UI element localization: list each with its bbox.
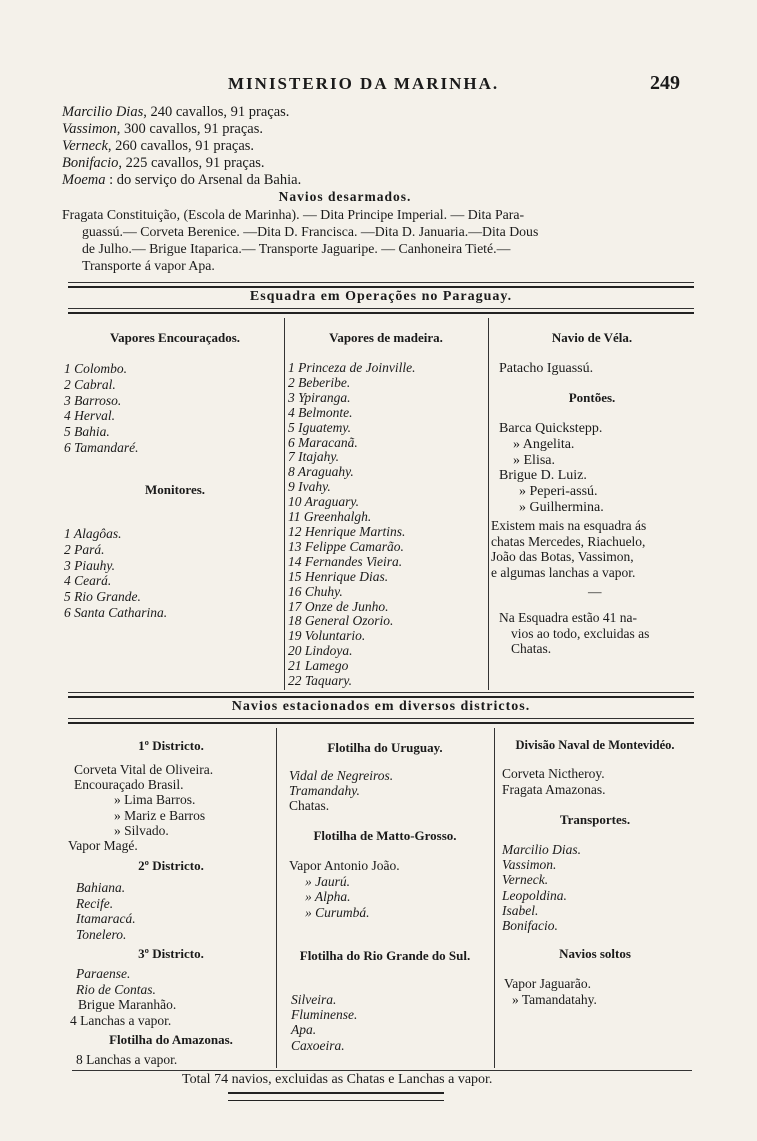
note: Existem mais na esquadra ás chatas Mercedes, Riachuelo, João das Botas, Vassimon, e algumas lanchas a vapor. <box>491 518 647 580</box>
list-item: » Peperi-assú. <box>519 484 598 500</box>
patacho-line: Patacho Iguassú. <box>499 361 594 376</box>
ship-line: Verneck, 260 cavallos, 91 praças. <box>62 138 255 154</box>
list-item: » Alpha. <box>305 889 351 905</box>
col-header: Flotilha de Matto-Grosso. <box>313 828 457 843</box>
page-header <box>0 74 757 98</box>
list-item: Itamaracá. <box>76 911 136 927</box>
desarmados-title: Navios desarmados. <box>278 189 412 204</box>
list-item: Corveta Nictheroy. <box>502 766 605 781</box>
ship-list <box>499 421 604 516</box>
col-header: 1º Districto. <box>138 738 204 753</box>
list-item: Silveira. <box>291 992 337 1007</box>
col-header: Pontões. <box>568 390 616 405</box>
list-item: 17 Onze de Junho. <box>288 598 389 614</box>
list-item: 18 General Ozorio. <box>288 613 394 629</box>
ship-list <box>502 842 581 933</box>
col-header: Flotilha do Uruguay. <box>327 740 443 755</box>
list-item: 21 Lamego <box>288 658 349 674</box>
ship-list <box>64 526 167 621</box>
list-item: 2 Beberibe. <box>288 374 351 390</box>
list-item: 8 Araguahy. <box>288 464 354 480</box>
column-divider <box>276 728 277 1068</box>
col-header: 2º Districto. <box>138 858 204 873</box>
list-item: Paraense. <box>76 966 131 981</box>
list-item: 19 Voluntario. <box>288 628 366 644</box>
list-item: 5 Rio Grande. <box>64 589 141 605</box>
list-item: Marcilio Dias. <box>502 842 581 857</box>
list-item: Vassimon. <box>502 857 557 873</box>
list-item: Bonifacio. <box>502 918 558 934</box>
list-item: Chatas. <box>289 798 330 813</box>
list-item: Bahiana. <box>76 880 126 895</box>
list-item: Tonelero. <box>76 926 127 942</box>
ship-list <box>504 976 597 1007</box>
list-item: Vapor Jaguarão. <box>504 976 591 991</box>
list-item: 4 Ceará. <box>64 573 112 589</box>
ship-list <box>68 762 214 854</box>
column-divider <box>494 728 495 1068</box>
list-item: Corveta Vital de Oliveira. <box>74 762 214 777</box>
list-item: » Angelita. <box>513 436 575 452</box>
col-header: Flotilha do Rio Grande do Sul. <box>299 948 471 963</box>
desarmados-line: Fragata Constituição, (Escola de Marinha). — Dita Principe Imperial. — Dita Para- <box>62 207 525 222</box>
list-item: » Mariz e Barros <box>114 807 206 823</box>
list-item: » Curumbá. <box>305 904 370 920</box>
list-item: Fragata Amazonas. <box>502 781 606 797</box>
list-item: 1 Princeza de Joinville. <box>288 360 416 375</box>
estacionados-title: Navios estacionados em diversos districtos. <box>231 699 531 714</box>
col-header: Divisão Naval de Montevidéo. <box>515 738 675 752</box>
esquadra-title: Esquadra em Operações no Paraguay. <box>249 289 513 304</box>
list-item: 4 Herval. <box>64 408 115 424</box>
list-item: Apa. <box>291 1022 317 1038</box>
list-item: 6 Tamandaré. <box>64 439 139 455</box>
list-item: 11 Greenhalgh. <box>288 509 372 525</box>
col-header: Vapores Encouraçados. <box>109 330 241 345</box>
list-item: » Silvado. <box>114 822 169 838</box>
divider <box>68 312 694 314</box>
total-line: Total 74 navios, excluidas as Chatas e Lanchas a vapor. <box>182 1072 493 1087</box>
col-header: Flotilha do Amazonas. <box>109 1032 233 1047</box>
col-header: 3º Districto. <box>138 946 204 961</box>
ship-list <box>289 768 393 813</box>
ship-line: Moema : do serviço do Arsenal da Bahia. <box>62 172 302 188</box>
divider <box>68 722 694 724</box>
list-item: 4 Belmonte. <box>288 404 353 420</box>
list-item: Brigue D. Luiz. <box>499 468 587 484</box>
ship-list <box>76 880 136 942</box>
list-item: Rio de Contas. <box>76 981 156 997</box>
list-item: 2 Cabral. <box>64 376 116 392</box>
list-item: Vapor Antonio João. <box>289 858 400 873</box>
list-item: » Jaurú. <box>305 873 350 889</box>
ship-list <box>64 361 139 456</box>
list-item: 1 Alagôas. <box>64 526 122 541</box>
dash: — <box>588 584 602 599</box>
desarmados-line: de Julho.— Brigue Itaparica.— Transporte Jaguaripe. — Canhoneira Tieté.— <box>82 241 511 256</box>
list-item: 22 Taquary. <box>288 673 353 689</box>
list-item: Isabel. <box>502 902 539 918</box>
list-item: Leopoldina. <box>502 887 567 903</box>
list-item: 9 Ivahy. <box>288 479 331 495</box>
list-item: 12 Henrique Martins. <box>288 523 406 539</box>
col-header: Navios soltos <box>559 946 631 961</box>
col-header: Vapores de madeira. <box>329 330 443 345</box>
divider <box>68 692 694 693</box>
col-header: Monitores. <box>144 482 206 497</box>
list-item: 4 Lanchas a vapor. <box>70 1012 172 1028</box>
list-item: 3 Piauhy. <box>64 557 115 573</box>
list-item: 8 Lanchas a vapor. <box>76 1052 178 1067</box>
list-item: 6 Santa Catharina. <box>64 604 168 620</box>
ship-line: Marcilio Dias, 240 cavallos, 91 praças. <box>62 104 290 120</box>
ship-list <box>289 858 400 920</box>
list-item: » Guilhermina. <box>519 499 604 515</box>
list-item: 7 Itajahy. <box>288 449 339 465</box>
page-title: MINISTERIO DA MARINHA. <box>228 74 500 93</box>
list-item: 5 Bahia. <box>64 424 110 440</box>
ship-list <box>291 992 357 1053</box>
list-item: 13 Felippe Camarão. <box>288 538 404 554</box>
list-item: Fluminense. <box>291 1007 358 1023</box>
list-item: Vapor Magé. <box>68 838 138 854</box>
list-item: » Lima Barros. <box>114 792 196 808</box>
list-item: 20 Lindoya. <box>288 643 353 659</box>
column-divider <box>488 318 489 690</box>
list-item: Barca Quickstepp. <box>499 421 603 436</box>
divider <box>68 282 694 283</box>
divider <box>72 1070 692 1071</box>
divider <box>68 696 694 698</box>
list-item: Caxoeira. <box>291 1037 345 1053</box>
list-item: Tramandahy. <box>289 783 360 798</box>
ship-list <box>502 766 605 797</box>
col-header: Transportes. <box>559 812 631 827</box>
list-item: 16 Chuhy. <box>288 583 343 599</box>
ship-list <box>288 361 415 689</box>
list-item: 2 Pará. <box>64 541 105 557</box>
col-header: Navio de Véla. <box>551 330 633 345</box>
list-item: » Elisa. <box>513 452 555 468</box>
list-item: Brigue Maranhão. <box>78 997 177 1013</box>
list-item: 3 Ypiranga. <box>288 389 351 405</box>
list-item: 10 Araguary. <box>288 494 360 510</box>
list-item: 3 Barroso. <box>64 392 122 408</box>
divider <box>68 286 694 288</box>
ornament <box>228 1092 444 1101</box>
list-item: Encouraçado Brasil. <box>74 777 184 793</box>
ship-line: Bonifacio, 225 cavallos, 91 praças. <box>62 155 265 171</box>
list-item: 1 Colombo. <box>64 361 128 376</box>
list-item: 14 Fernandes Vieira. <box>288 553 403 569</box>
desarmados-line: Transporte á vapor Apa. <box>82 258 215 273</box>
list-item: 15 Henrique Dias. <box>288 568 389 584</box>
column-divider <box>284 318 285 690</box>
ship-line: Vassimon, 300 cavallos, 91 praças. <box>62 121 263 137</box>
divider <box>68 308 694 309</box>
divider <box>68 718 694 719</box>
list-item: 5 Iguatemy. <box>288 419 351 435</box>
list-item: 6 Maracanã. <box>288 434 358 450</box>
list-item: » Tamandatahy. <box>512 991 597 1007</box>
list-item: Vidal de Negreiros. <box>289 768 394 783</box>
ship-list <box>70 966 177 1028</box>
note: Na Esquadra estão 41 na- vios ao todo, excluidas as Chatas. <box>499 610 650 657</box>
list-item: Recife. <box>76 895 114 911</box>
page-number: 249 <box>650 72 680 94</box>
list-item: Verneck. <box>502 872 549 888</box>
desarmados-line: guassú.— Corveta Berenice. —Dita D. Francisca. —Dita D. Januaria.—Dita Dous <box>82 224 539 239</box>
